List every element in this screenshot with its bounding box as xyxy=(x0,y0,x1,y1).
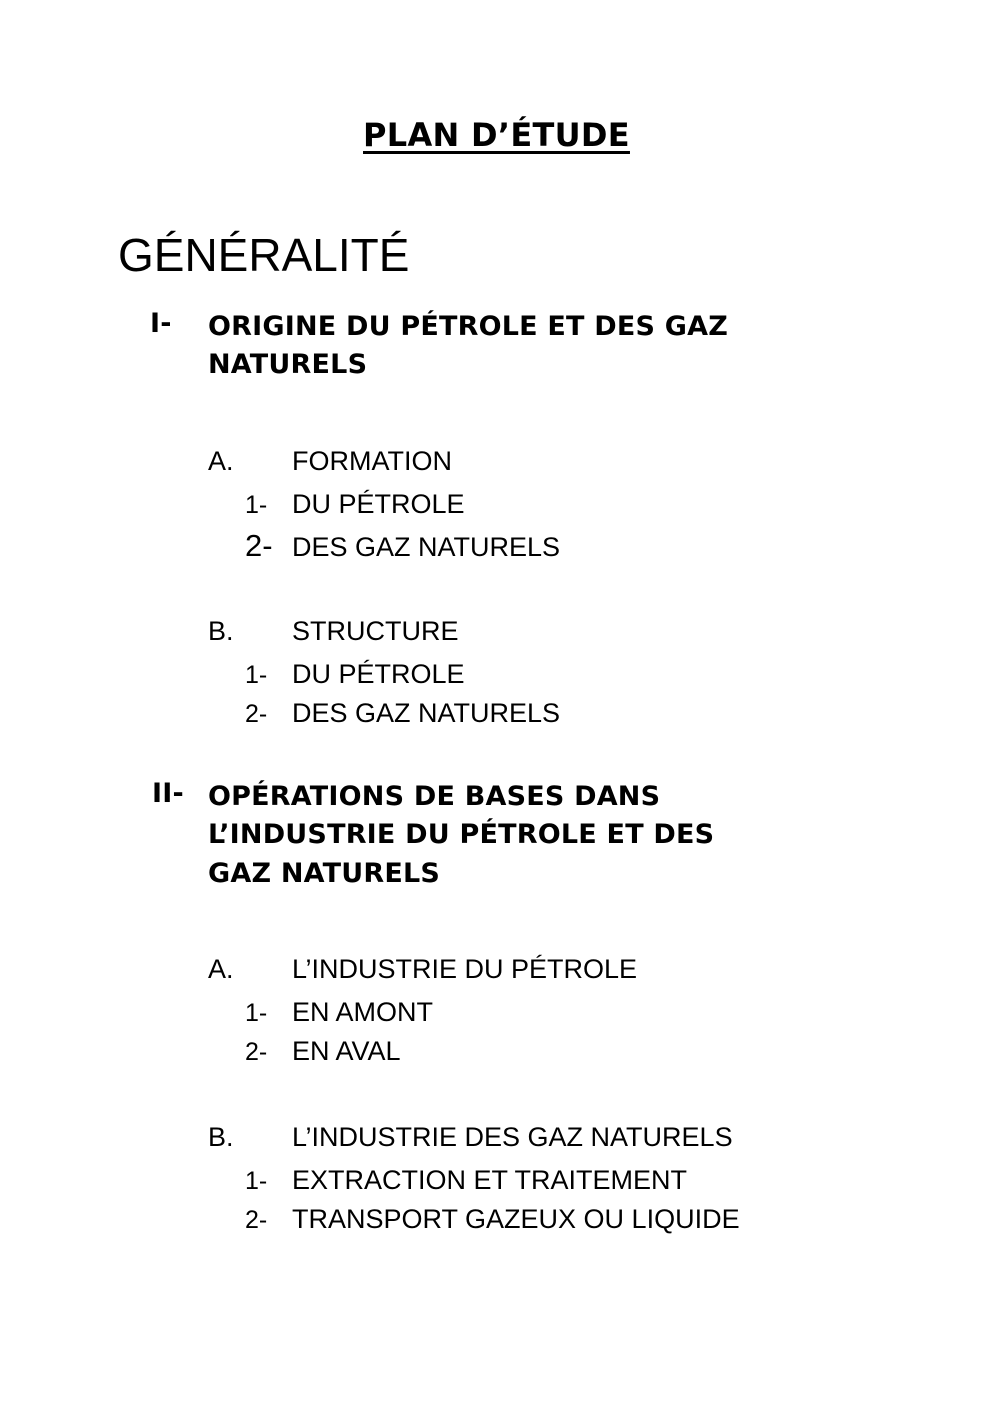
subsection-letter: B. xyxy=(208,1122,234,1152)
subsection-title: L’INDUSTRIE DU PÉTROLE xyxy=(292,954,638,984)
list-item-marker: 1- xyxy=(245,999,268,1028)
list-item-marker: 2- xyxy=(245,1037,268,1066)
subsection-2b xyxy=(208,1120,740,1239)
subsection-item-list xyxy=(208,655,560,733)
section-title-line: ORIGINE DU PÉTROLE ET DES GAZ xyxy=(208,311,729,342)
list-item-label: TRANSPORT GAZEUX OU LIQUIDE xyxy=(292,1203,740,1234)
section-title-line: OPÉRATIONS DE BASES DANS xyxy=(208,781,661,812)
page-title xyxy=(0,116,993,154)
subsection-letter: A. xyxy=(208,446,234,476)
part-heading-generalite: GÉNÉRALITÉ xyxy=(118,229,410,281)
section-title-2 xyxy=(208,778,858,893)
subsection-item-list xyxy=(208,485,560,568)
list-item-label: DES GAZ NATURELS xyxy=(292,697,561,728)
section-heading-1 xyxy=(150,308,858,385)
section-marker-2: II- xyxy=(152,778,184,809)
subsection-title: STRUCTURE xyxy=(292,616,459,646)
list-item-marker: 1- xyxy=(245,1167,268,1196)
subsection-2a xyxy=(208,952,637,1071)
list-item xyxy=(245,655,560,694)
section-title-line: NATURELS xyxy=(208,349,368,381)
list-item-label: DU PÉTROLE xyxy=(292,489,465,520)
list-item xyxy=(245,485,560,524)
subsection-1a xyxy=(208,444,560,568)
subsection-heading xyxy=(208,952,637,987)
subsection-letter: B. xyxy=(208,616,234,646)
list-item xyxy=(245,694,560,733)
list-item-label: EXTRACTION ET TRAITEMENT xyxy=(292,1165,688,1196)
list-item xyxy=(245,524,560,568)
subsection-1b xyxy=(208,614,560,733)
list-item-marker: 2- xyxy=(245,699,268,728)
section-title-1 xyxy=(208,308,858,385)
list-item-label: DU PÉTROLE xyxy=(292,659,465,690)
subsection-item-list xyxy=(208,993,637,1071)
list-item-label: EN AMONT xyxy=(292,997,434,1028)
section-heading-2 xyxy=(152,778,858,893)
list-item xyxy=(245,1032,637,1071)
subsection-letter: A. xyxy=(208,954,234,984)
subsection-heading xyxy=(208,614,560,649)
section-title-line: GAZ NATURELS xyxy=(208,857,441,889)
list-item-marker: 2- xyxy=(245,1205,268,1234)
section-title-line: L’INDUSTRIE DU PÉTROLE ET DES xyxy=(208,819,715,851)
subsection-heading xyxy=(208,1120,740,1155)
list-item-marker: 1- xyxy=(245,491,268,520)
list-item-label: EN AVAL xyxy=(292,1035,401,1066)
subsection-title: L’INDUSTRIE DES GAZ NATURELS xyxy=(292,1122,733,1152)
list-item xyxy=(245,1161,740,1200)
list-item-marker: 1- xyxy=(245,661,268,690)
list-item xyxy=(245,993,637,1032)
subsection-title: FORMATION xyxy=(292,446,452,476)
list-item xyxy=(245,1200,740,1239)
list-item-label: DES GAZ NATURELS xyxy=(292,531,561,562)
list-item-marker: 2- xyxy=(245,527,273,563)
subsection-item-list xyxy=(208,1161,740,1239)
page-title-text: PLAN D’ÉTUDE xyxy=(363,116,630,154)
section-marker-1: I- xyxy=(150,308,172,339)
subsection-heading xyxy=(208,444,560,479)
